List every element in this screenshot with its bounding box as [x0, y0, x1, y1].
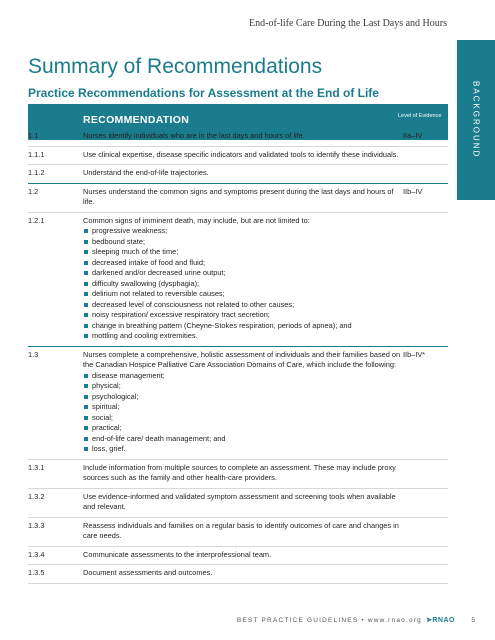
page-subtitle: Practice Recommendations for Assessment at the End of Life	[28, 86, 379, 100]
recommendation-number: 1.3.2	[28, 491, 45, 501]
recommendation-number: 1.3	[28, 349, 39, 359]
section-tab-label: BACKGROUND	[471, 81, 481, 159]
recommendations-table	[28, 128, 448, 584]
bullet-item: disease management;	[83, 371, 401, 382]
recommendation-text	[83, 550, 401, 561]
recommendation-statement: Document assessments and outcomes.	[83, 568, 213, 577]
recommendation-statement: Use clinical expertise, disease specific indicators and validated tools to identify these individuals.	[83, 149, 399, 159]
evidence-level: IIa–IV	[403, 131, 423, 140]
evidence-level: IIb–IV*	[403, 349, 426, 359]
recommendation-statement: Understand the end-of-life trajectories.	[83, 168, 209, 177]
table-row	[28, 565, 448, 584]
recommendation-number: 1.1.2	[28, 168, 45, 177]
bullet-item: physical;	[83, 381, 401, 392]
bullet-item: noisy respiration/ excessive respiratory tract secretion;	[83, 310, 401, 321]
table-row	[28, 518, 448, 547]
section-tab	[457, 40, 495, 200]
bullet-item: psychological;	[83, 392, 401, 403]
bullet-item: difficulty swallowing (dysphagia);	[83, 279, 401, 290]
rnao-logo: ➤RNAO	[426, 617, 455, 624]
running-head: End-of-life Care During the Last Days and Hours	[249, 18, 447, 29]
evidence-level: IIb–IV	[403, 186, 423, 196]
recommendation-number: 1.3.5	[28, 568, 45, 577]
bullet-item: mottling and cooling extremities.	[83, 331, 401, 342]
recommendation-statement: Common signs of imminent death, may include, but are not limited to:	[83, 215, 310, 225]
table-row	[28, 184, 448, 213]
evidence-level	[401, 150, 448, 161]
footer	[237, 616, 455, 624]
recommendation-number: 1.3.1	[28, 462, 45, 472]
recommendation-text	[83, 463, 401, 484]
recommendation-number: 1.3.3	[28, 520, 45, 530]
table-row	[28, 165, 448, 184]
recommendation-text	[83, 216, 401, 342]
recommendation-number: 1.3.4	[28, 549, 45, 559]
recommendation-text	[83, 150, 401, 161]
bullet-item: social;	[83, 413, 401, 424]
recommendation-number: 1.2.1	[28, 215, 45, 225]
page-number: 5	[471, 617, 475, 624]
evidence-level	[401, 550, 448, 561]
recommendation-statement: Reassess individuals and families on a regular basis to identify outcomes of care and changes in care needs.	[83, 520, 399, 540]
recommendation-text	[83, 521, 401, 542]
bullet-item: spiritual;	[83, 402, 401, 413]
page-title: Summary of Recommendations	[28, 55, 323, 78]
evidence-level	[401, 216, 448, 342]
recommendation-statement: Include information from multiple sources to complete an assessment. These may include proxy sources such as the family and other health-care providers.	[83, 462, 396, 482]
footer-text: BEST PRACTICE GUIDELINES • www.rnao.org	[236, 616, 422, 624]
table-row	[28, 547, 448, 566]
table-row	[28, 460, 448, 489]
evidence-level	[401, 568, 448, 579]
bullet-item: practical;	[83, 423, 401, 434]
bullet-item: delirium not related to reversible causes;	[83, 289, 401, 300]
evidence-level	[401, 492, 448, 513]
rnao-logo-text: RNAO	[432, 617, 455, 624]
table-row	[28, 347, 448, 460]
bullet-item: change in breathing pattern (Cheyne-Stokes respiration, periods of apnea); and	[83, 321, 401, 332]
bullet-item: darkened and/or decreased urine output;	[83, 268, 401, 279]
recommendation-text	[83, 568, 401, 579]
recommendation-statement: Communicate assessments to the interprofessional team.	[83, 549, 272, 559]
recommendation-number: 1.2	[28, 186, 39, 196]
evidence-level	[401, 463, 448, 484]
table-row	[28, 128, 448, 147]
recommendation-text	[83, 350, 401, 455]
table-row	[28, 213, 448, 347]
recommendation-statement: Nurses complete a comprehensive, holistic assessment of individuals and their families based on the Canadian Hospice Palliative Care Association Domains of Care, which include the following:	[83, 349, 401, 369]
bullet-item: sleeping much of the time;	[83, 247, 401, 258]
bullet-item: loss, grief.	[83, 444, 401, 455]
bullet-item: bedbound state;	[83, 237, 401, 248]
recommendation-statement: Use evidence-informed and validated symptom assessment and screening tools when available and relevant.	[83, 491, 396, 511]
bullet-list	[83, 226, 401, 342]
recommendation-text	[83, 492, 401, 513]
recommendation-text	[83, 131, 401, 142]
bullet-item: end-of-life care/ death management; and	[83, 434, 401, 445]
table-row	[28, 489, 448, 518]
table-row	[28, 147, 448, 166]
evidence-level	[401, 168, 448, 179]
bullet-item: decreased level of consciousness not related to other causes;	[83, 300, 401, 311]
recommendation-statement: Nurses understand the common signs and symptoms present during the last days and hours of life.	[83, 186, 394, 206]
recommendation-number: 1.1.1	[28, 149, 45, 159]
recommendation-text	[83, 187, 401, 208]
bullet-item: progressive weakness;	[83, 226, 401, 237]
recommendation-header: RECOMMENDATION	[83, 114, 190, 126]
level-of-evidence-header: Level of Evidence	[398, 113, 442, 119]
recommendation-text	[83, 168, 401, 179]
recommendation-number: 1.1	[28, 131, 39, 140]
recommendation-statement: Nurses identify individuals who are in the last days and hours of life.	[83, 131, 305, 140]
evidence-level	[401, 521, 448, 542]
bullet-item: decreased intake of food and fluid;	[83, 258, 401, 269]
bullet-list	[83, 371, 401, 455]
